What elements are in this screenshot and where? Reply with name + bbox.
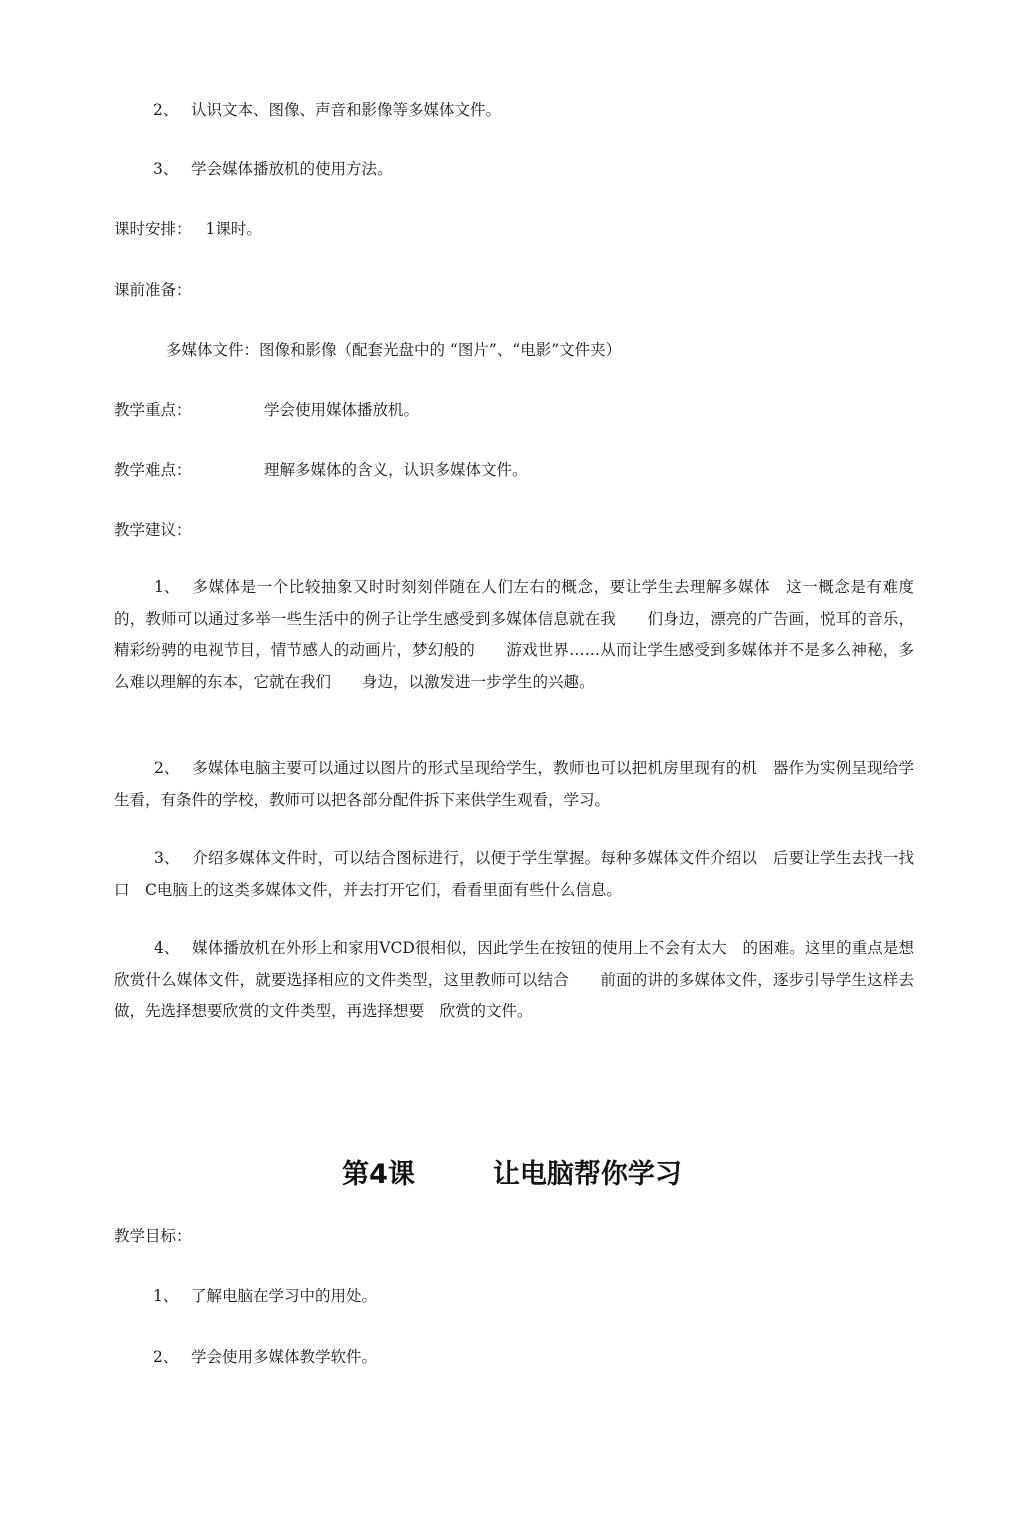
lesson-number: 第4课 [342,1159,415,1190]
schedule-label: 课时安排： [114,220,192,238]
lesson-goal-number: 2、 [153,1348,179,1366]
key-point-line [114,398,419,420]
suggestion-paragraph [114,933,914,1028]
suggestion-number: 4、 [154,939,180,957]
suggestion-text: 媒体播放机在外形上和家用VCD很相似，因此学生在按钮的使用上不会有太大 的困难。这里的重点是想欣赏什么媒体文件，就要选择相应的文件类型，这里教师可以结合 前面的讲的多媒体文件，逐步引导学生这样去做，先选择想要欣赏的文件类型，再选择想要 欣赏的文件。 [114,939,914,1020]
schedule-line [114,217,262,239]
goal-text: 认识文本、图像、声音和影像等多媒体文件。 [191,101,502,119]
suggestion-paragraph [114,843,914,906]
lesson-goal-text: 了解电脑在学习中的用处。 [191,1287,378,1305]
goal-text: 学会媒体播放机的使用方法。 [191,160,393,178]
key-point-label: 教学重点： [114,401,192,419]
suggestion-text: 介绍多媒体文件时，可以结合图标进行，以便于学生掌握。每种多媒体文件介绍以 后要让学生去找一找口 C电脑上的这类多媒体文件，并去打开它们，看看里面有些什么信息。 [114,849,914,899]
goal-number: 2、 [153,101,179,119]
suggestion-number: 1、 [154,578,180,596]
suggestion-text: 多媒体电脑主要可以通过以图片的形式呈现给学生，教师也可以把机房里现有的机 器作为实例呈现给学生看，有条件的学校，教师可以把各部分配件拆下来供学生观看，学习。 [114,759,914,809]
goal-item [153,157,393,179]
prep-detail: 多媒体文件：图像和影像（配套光盘中的 “图片”、“电影”文件夹） [166,341,622,359]
suggestion-paragraph [114,572,914,698]
lesson-heading [0,1152,1024,1191]
suggestions-label: 教学建议： [114,521,192,539]
lesson-goals-label: 教学目标： [114,1227,192,1245]
goal-item [153,98,501,120]
lesson-goal-text: 学会使用多媒体教学软件。 [191,1348,378,1366]
suggestion-text: 多媒体是一个比较抽象又时时刻刻伴随在人们左右的概念，要让学生去理解多媒体 这一概念是有难度的，教师可以通过多举一些生活中的例子让学生感受到多媒体信息就在我 们身边，漂亮的广告画，悦耳的音乐，精彩纷骋的电视节目，情节感人的动画片，梦幻般的 游戏世界……从而让学生感受到多媒体并不是多么神秘，多么难以理解的东本，它就在我们 身边，以激发进一步学生的兴趣。 [114,578,914,691]
difficulty-label: 教学难点： [114,461,192,479]
key-point-value: 学会使用媒体播放机。 [264,401,420,419]
goal-number: 3、 [153,160,179,178]
lesson-goal-item [153,1284,377,1306]
schedule-value: 1课时。 [205,220,262,238]
suggestion-number: 2、 [154,759,180,777]
prep-label: 课前准备： [114,281,192,299]
difficulty-value: 理解多媒体的含义，认识多媒体文件。 [264,461,528,479]
lesson-goal-item [153,1345,377,1367]
suggestion-paragraph [114,753,914,816]
lesson-title: 让电脑帮你学习 [492,1159,682,1190]
suggestion-number: 3、 [154,849,180,867]
lesson-goal-number: 1、 [153,1287,179,1305]
difficulty-line [114,458,528,480]
